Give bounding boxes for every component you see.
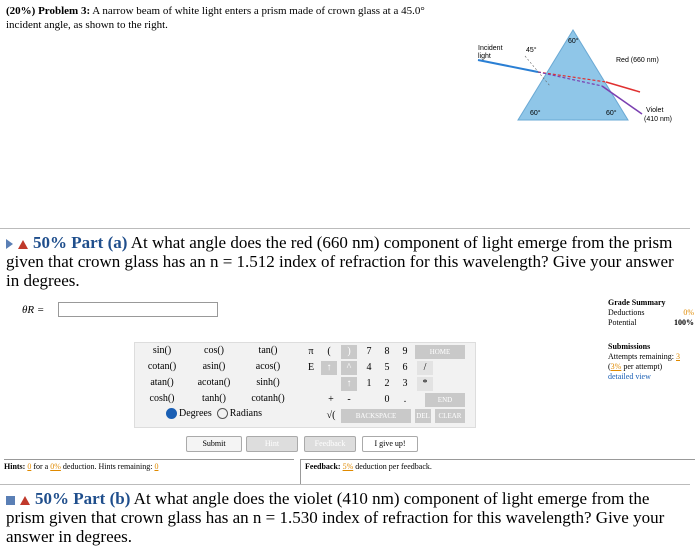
key-0[interactable]: 0 — [384, 394, 390, 405]
per-attempt-value: 3% — [610, 362, 622, 371]
deductions-value: 0% — [683, 308, 694, 317]
degrees-radio[interactable] — [166, 408, 177, 419]
feedback-deduction: 5% — [342, 462, 354, 471]
submissions-title: Submissions — [608, 342, 651, 351]
right-base-angle-label: 60° — [606, 110, 617, 117]
submissions-panel: Submissions Attempts remaining: 3 (3% per attempt) detailed view — [608, 342, 696, 382]
left-base-angle-label: 60° — [530, 110, 541, 117]
key-open-paren[interactable]: ( — [327, 346, 331, 357]
key-home[interactable]: HOME — [415, 345, 465, 359]
submit-button[interactable]: Submit — [186, 436, 242, 452]
key-e[interactable]: E — [307, 362, 315, 373]
key-clear[interactable]: CLEAR — [435, 409, 465, 423]
hints-line — [4, 459, 294, 471]
deductions-label: Deductions — [608, 308, 645, 317]
hints-remaining: 0 — [154, 462, 159, 471]
key-2[interactable]: 2 — [384, 378, 390, 389]
feedback-line — [300, 459, 695, 484]
key-acos[interactable]: acos() — [255, 361, 281, 372]
key-7[interactable]: 7 — [366, 346, 372, 357]
incident-angle-label: 45° — [526, 47, 537, 54]
key-up[interactable]: ↑ — [321, 361, 337, 375]
problem-statement — [6, 4, 446, 32]
per-attempt-label: per attempt) — [621, 362, 663, 371]
play-icon[interactable] — [6, 239, 13, 249]
attempts-label: Attempts remaining: — [608, 352, 674, 361]
key-sin[interactable]: sin() — [152, 345, 172, 356]
part-b-header — [0, 485, 690, 546]
key-5[interactable]: 5 — [384, 362, 390, 373]
key-tanh[interactable]: tanh() — [202, 393, 226, 404]
hints-text-1: for a — [31, 462, 51, 471]
warning-icon — [18, 240, 28, 249]
key-star[interactable]: * — [417, 377, 433, 391]
key-3[interactable]: 3 — [402, 378, 408, 389]
red-ray-out — [606, 82, 640, 92]
warning-icon — [20, 496, 30, 505]
radians-label: Radians — [229, 408, 262, 419]
problem-body: A narrow beam of white light enters a prism made of crown glass at a 45.0° incident angle, as shown to the right. — [6, 5, 425, 31]
key-tan[interactable]: tan() — [258, 345, 278, 356]
attempts-value: 3 — [676, 352, 680, 361]
key-8[interactable]: 8 — [384, 346, 390, 357]
key-atan[interactable]: atan() — [150, 377, 174, 388]
part-b-title: 50% Part (b) — [35, 489, 131, 508]
incident-label-1: Incident — [478, 45, 503, 52]
degrees-label: Degrees — [179, 408, 212, 419]
key-asin[interactable]: asin() — [202, 361, 226, 372]
key-plus[interactable]: + — [328, 394, 334, 405]
answer-label: θR = — [22, 304, 45, 316]
feedback-button[interactable]: Feedback — [304, 436, 356, 452]
answer-input[interactable] — [58, 302, 218, 317]
radians-radio[interactable] — [217, 408, 228, 419]
key-1[interactable]: 1 — [366, 378, 372, 389]
detailed-view-link[interactable]: detailed view — [608, 372, 651, 381]
incident-ray — [478, 60, 538, 72]
feedback-label: Feedback: — [305, 462, 341, 471]
part-a-header — [0, 229, 690, 290]
prism-figure — [470, 28, 700, 132]
key-4[interactable]: 4 — [366, 362, 372, 373]
key-acotan[interactable]: acotan() — [197, 377, 231, 388]
violet-label-2: (410 nm) — [644, 116, 673, 123]
key-9[interactable]: 9 — [402, 346, 408, 357]
part-a-title: 50% Part (a) — [33, 233, 128, 252]
feedback-text: deduction per feedback. — [353, 462, 432, 471]
key-backspace[interactable]: BACKSPACE — [341, 409, 411, 423]
apex-angle-label: 60° — [568, 38, 579, 45]
key-cosh[interactable]: cosh() — [149, 393, 175, 404]
part-b-question: At what angle does the violet (410 nm) component of light emerge from the prism given that crown glass has an n = 1.530 index of refraction for this wavelength? Give your answer in degrees. — [6, 489, 665, 546]
part-a-question: At what angle does the red (660 nm) component of light emerge from the prism given that crown glass has an n = 1.512 index of refraction for this wavelength? Give your answer in degrees. — [6, 233, 674, 290]
part-a-section — [0, 228, 690, 290]
key-caret[interactable]: ^ — [341, 361, 357, 375]
violet-label-1: Violet — [646, 107, 664, 114]
key-sinh[interactable]: sinh() — [256, 377, 280, 388]
key-period[interactable]: . — [403, 394, 407, 405]
red-label: Red (660 nm) — [616, 57, 659, 64]
part-b-section — [0, 484, 690, 546]
grade-summary — [608, 298, 694, 328]
key-cos[interactable]: cos() — [204, 345, 224, 356]
grade-summary-title: Grade Summary — [608, 298, 666, 307]
problem-number: (20%) Problem 3: — [6, 5, 91, 17]
key-slash[interactable]: / — [417, 361, 433, 375]
potential-value: 100% — [674, 318, 694, 327]
key-pi[interactable]: π — [308, 346, 314, 357]
collapse-icon[interactable] — [6, 496, 15, 505]
hints-deduction: 0% — [50, 462, 61, 471]
hint-button[interactable]: Hint — [246, 436, 298, 452]
key-close-paren[interactable]: ) — [341, 345, 357, 359]
key-6[interactable]: 6 — [402, 362, 408, 373]
hints-text-2: deduction. Hints remaining: — [60, 462, 155, 471]
key-del[interactable]: DEL — [415, 409, 431, 423]
hints-label: Hints: — [4, 462, 26, 471]
key-end[interactable]: END — [425, 393, 465, 407]
incident-label-2: light — [478, 53, 491, 60]
potential-label: Potential — [608, 318, 637, 327]
key-sqrt[interactable]: √( — [326, 410, 336, 421]
key-cotanh[interactable]: cotanh() — [251, 393, 285, 404]
hints-count: 0 — [27, 462, 32, 471]
give-up-button[interactable]: I give up! — [362, 436, 418, 452]
key-left[interactable]: ↑ — [341, 377, 357, 391]
key-minus[interactable]: - — [347, 394, 351, 405]
angle-mode — [166, 408, 262, 419]
key-cotan[interactable]: cotan() — [147, 361, 177, 372]
